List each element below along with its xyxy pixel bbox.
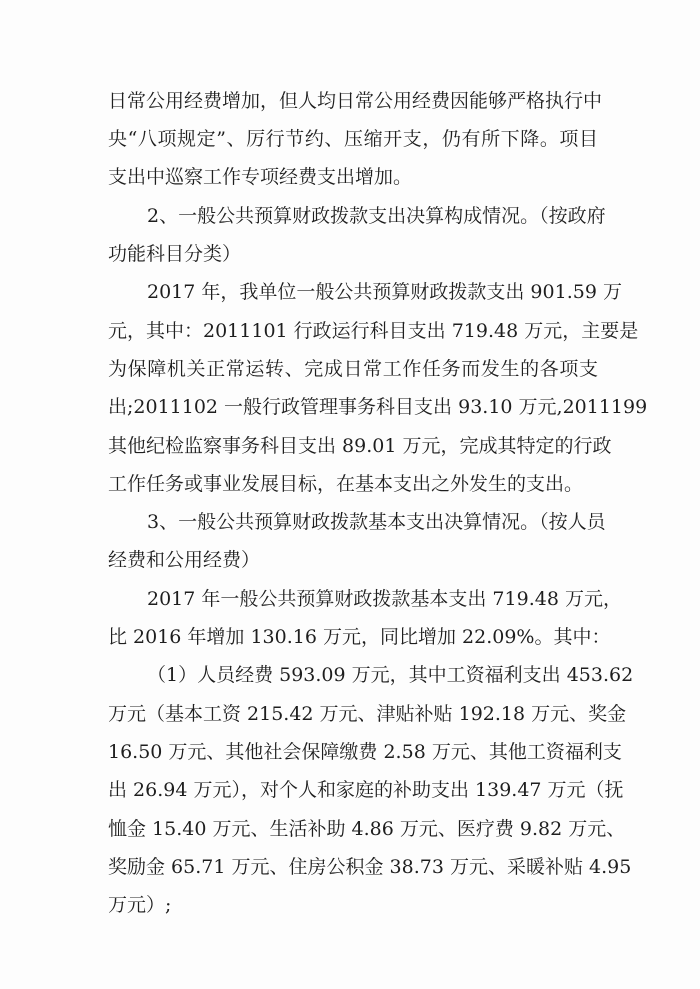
line-text-7: 元，其中：2011101 行政运行科目支出 719.48 万元，主要是 (108, 320, 639, 342)
section-heading-3-line-2 (0, 549, 700, 571)
text-line-15 (0, 626, 700, 648)
text-line-3 (0, 166, 700, 188)
text-line-20 (0, 818, 700, 840)
text-line-1 (0, 90, 700, 112)
line-text-5: 功能科目分类） (108, 243, 242, 265)
line-text-19: 出 26.94 万元），对个人和家庭的补助支出 139.47 万元（抚 (108, 779, 624, 801)
section-heading-3-line-1 (0, 511, 700, 533)
text-line-9 (0, 396, 700, 418)
text-line-18 (0, 741, 700, 763)
text-line-10 (0, 435, 700, 457)
line-text-11: 工作任务或事业发展目标，在基本支出之外发生的支出。 (108, 473, 584, 495)
line-text-10: 其他纪检监察事务科目支出 89.01 万元，完成其特定的行政 (108, 435, 612, 457)
line-text-15: 比 2016 年增加 130.16 万元，同比增加 22.09%。其中： (108, 626, 611, 648)
line-text-16: （1）人员经费 593.09 万元，其中工资福利支出 453.62 (147, 664, 634, 686)
line-text-20: 恤金 15.40 万元、生活补助 4.86 万元、医疗费 9.82 万元、 (108, 818, 626, 840)
text-line-8 (0, 358, 700, 380)
text-line-2 (0, 128, 700, 150)
text-line-21 (0, 856, 700, 878)
line-text-4: 2、一般公共预算财政拨款支出决算构成情况。（按政府 (147, 205, 606, 227)
text-line-17 (0, 703, 700, 725)
section-heading-2-line-1 (0, 205, 700, 227)
line-text-22: 万元）; (108, 894, 172, 916)
line-text-21: 奖励金 65.71 万元、住房公积金 38.73 万元、采暖补贴 4.95 (108, 856, 632, 878)
line-text-17: 万元（基本工资 215.42 万元、津贴补贴 192.18 万元、奖金 (108, 703, 627, 725)
section-heading-2-line-2 (0, 243, 700, 265)
line-text-18: 16.50 万元、其他社会保障缴费 2.58 万元、其他工资福利支 (108, 741, 622, 763)
text-line-19 (0, 779, 700, 801)
line-text-6: 2017 年，我单位一般公共预算财政拨款支出 901.59 万 (147, 281, 622, 303)
text-line-14 (0, 588, 700, 610)
line-text-1: 日常公用经费增加，但人均日常公用经费因能够严格执行中 (108, 90, 603, 112)
text-line-22 (0, 894, 700, 916)
line-text-12: 3、一般公共预算财政拨款基本支出决算情况。（按人员 (147, 511, 606, 533)
line-text-8: 为保障机关正常运转、完成日常工作任务而发生的各项支 (108, 358, 598, 380)
line-text-9: 出;2011102 一般行政管理事务科目支出 93.10 万元,2011199 (108, 396, 648, 418)
text-line-16 (0, 664, 700, 686)
line-text-2: 央“八项规定”、厉行节约、压缩开支，仍有所下降。项目 (108, 128, 598, 150)
line-text-3: 支出中巡察工作专项经费支出增加。 (108, 166, 413, 188)
line-text-14: 2017 年一般公共预算财政拨款基本支出 719.48 万元， (147, 588, 622, 610)
text-line-6 (0, 281, 700, 303)
text-line-11 (0, 473, 700, 495)
text-line-7 (0, 320, 700, 342)
line-text-13: 经费和公用经费） (108, 549, 261, 571)
